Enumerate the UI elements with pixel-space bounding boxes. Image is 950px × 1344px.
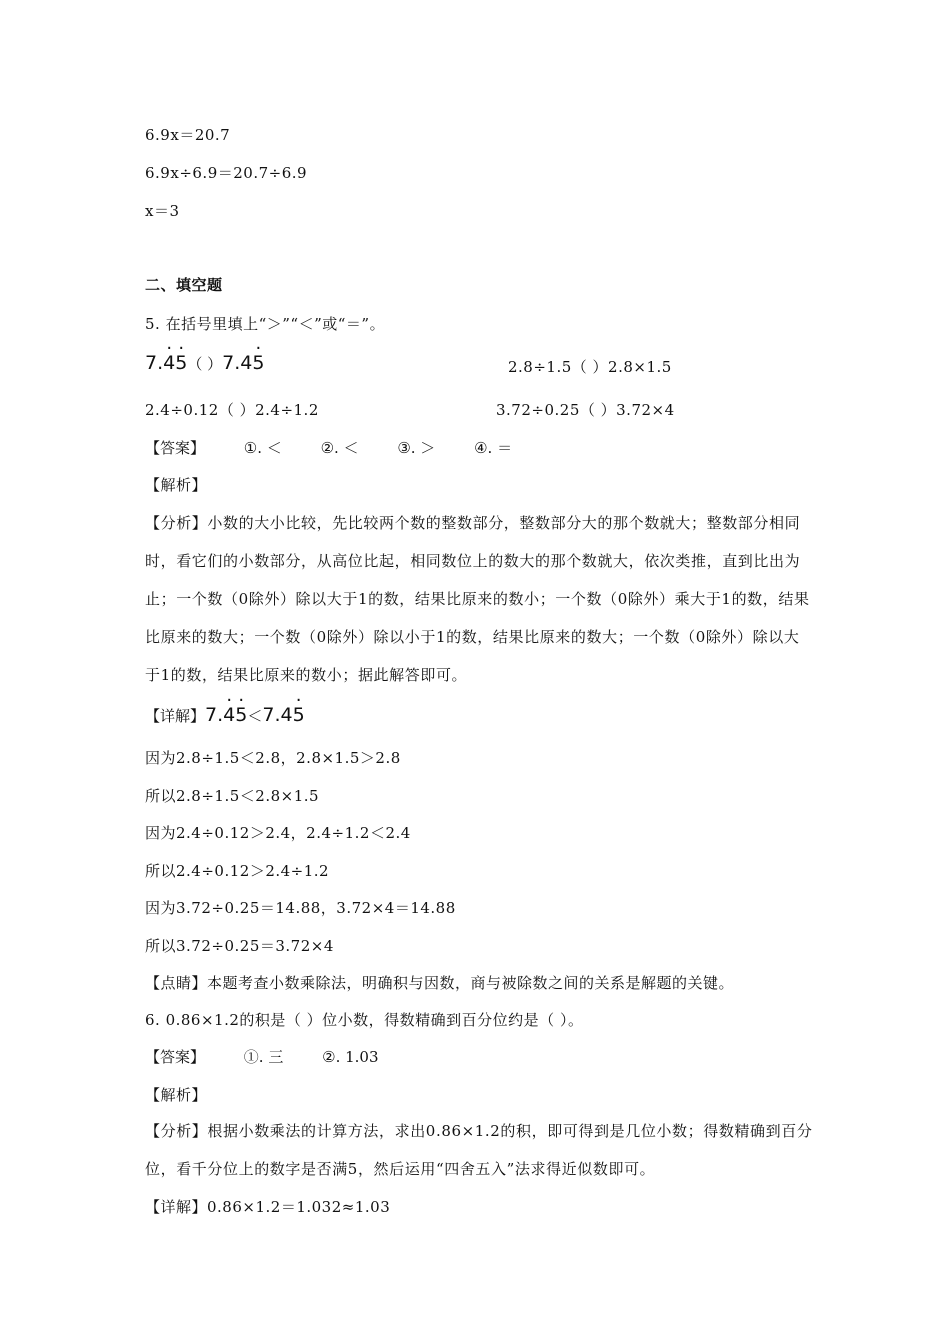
q5-detail-line-3: 因为2.4÷0.12＞2.4，2.4÷1.2＜2.4 (145, 824, 411, 842)
equation-line-3: x＝3 (145, 202, 180, 220)
q5-answer (145, 437, 512, 458)
q5-stem: 5. 在括号里填上“＞”“＜”或“＝”。 (145, 315, 386, 333)
q5-item-1 (145, 352, 264, 374)
repeating-decimal: 7.· 4· 5 (205, 704, 247, 726)
q5-detail-line-4: 所以2.4÷0.12＞2.4÷1.2 (145, 862, 330, 880)
q6-detail: 【详解】0.86×1.2＝1.032≈1.03 (145, 1198, 391, 1216)
q5-item-2: 2.8÷1.5（ ）2.8×1.5 (508, 358, 672, 376)
answer-label: 【答案】 (145, 1048, 206, 1066)
equation-line-1: 6.9x＝20.7 (145, 126, 231, 144)
answer-4: ④. ＝ (474, 439, 513, 457)
section-title: 二、填空题 (145, 276, 223, 294)
equation-line-2: 6.9x÷6.9＝20.7÷6.9 (145, 164, 308, 182)
q6-analysis-text: 【分析】根据小数乘法的计算方法，求出0.86×1.2的积，即可得到是几位小数；得数精确到百分位，看千分位上的数字是否满5，然后运用“四舍五入”法求得近似数即可。 (145, 1122, 813, 1178)
q5-detail-head (145, 704, 305, 726)
q5-detail-line-2: 所以2.8÷1.5＜2.8×1.5 (145, 787, 320, 805)
answer-2: ②. ＜ (320, 439, 359, 457)
answer-1: ①. ＜ (243, 439, 282, 457)
less-than-sign: ＜ (247, 707, 263, 725)
q5-detail-line-1: 因为2.8÷1.5＜2.8，2.8×1.5＞2.8 (145, 749, 401, 767)
q5-item-4: 3.72÷0.25（ ）3.72×4 (496, 401, 675, 419)
decimal-value: 7.4· 5 (222, 352, 264, 374)
q5-analysis-text: 【分析】小数的大小比较，先比较两个数的整数部分，整数部分大的那个数就大；整数部分相同时，看它们的小数部分，从高位比起，相同数位上的数大的那个数就大，依次类推，直到比出为止；一个数（0除外）除以大于1的数，结果比原来的数小；一个数（0除外）乘大于1的数，结果比原来的数大；一个数（0除外）除以小于1的数，结果比原来的数大；一个数（0除外）除以大于1的数，结果比原来的数小；据此解答即可。 (145, 514, 810, 684)
repeating-decimal: 7.· 4· 5 (145, 352, 187, 374)
q5-detail-line-5: 因为3.72÷0.25＝14.88，3.72×4＝14.88 (145, 899, 456, 917)
answer-label: 【答案】 (145, 439, 206, 457)
answer-blank: （ ） (187, 355, 223, 373)
q5-detail-line-6: 所以3.72÷0.25＝3.72×4 (145, 937, 334, 955)
q6-analysis-label: 【解析】 (145, 1086, 208, 1104)
answer-1: ①. 三 (243, 1048, 284, 1066)
q5-item-3: 2.4÷0.12（ ）2.4÷1.2 (145, 401, 319, 419)
detail-label: 【详解】 (145, 707, 206, 725)
decimal-value: 7.4· 5 (262, 704, 304, 726)
q5-analysis-label: 【解析】 (145, 476, 208, 494)
q6-answer (145, 1046, 379, 1067)
answer-3: ③. ＞ (397, 439, 436, 457)
q6-stem: 6. 0.86×1.2的积是（ ）位小数，得数精确到百分位约是（ ）。 (145, 1011, 584, 1029)
q5-comment: 【点睛】本题考查小数乘除法，明确积与因数，商与被除数之间的关系是解题的关键。 (145, 974, 735, 992)
answer-2: ②. 1.03 (322, 1048, 379, 1066)
